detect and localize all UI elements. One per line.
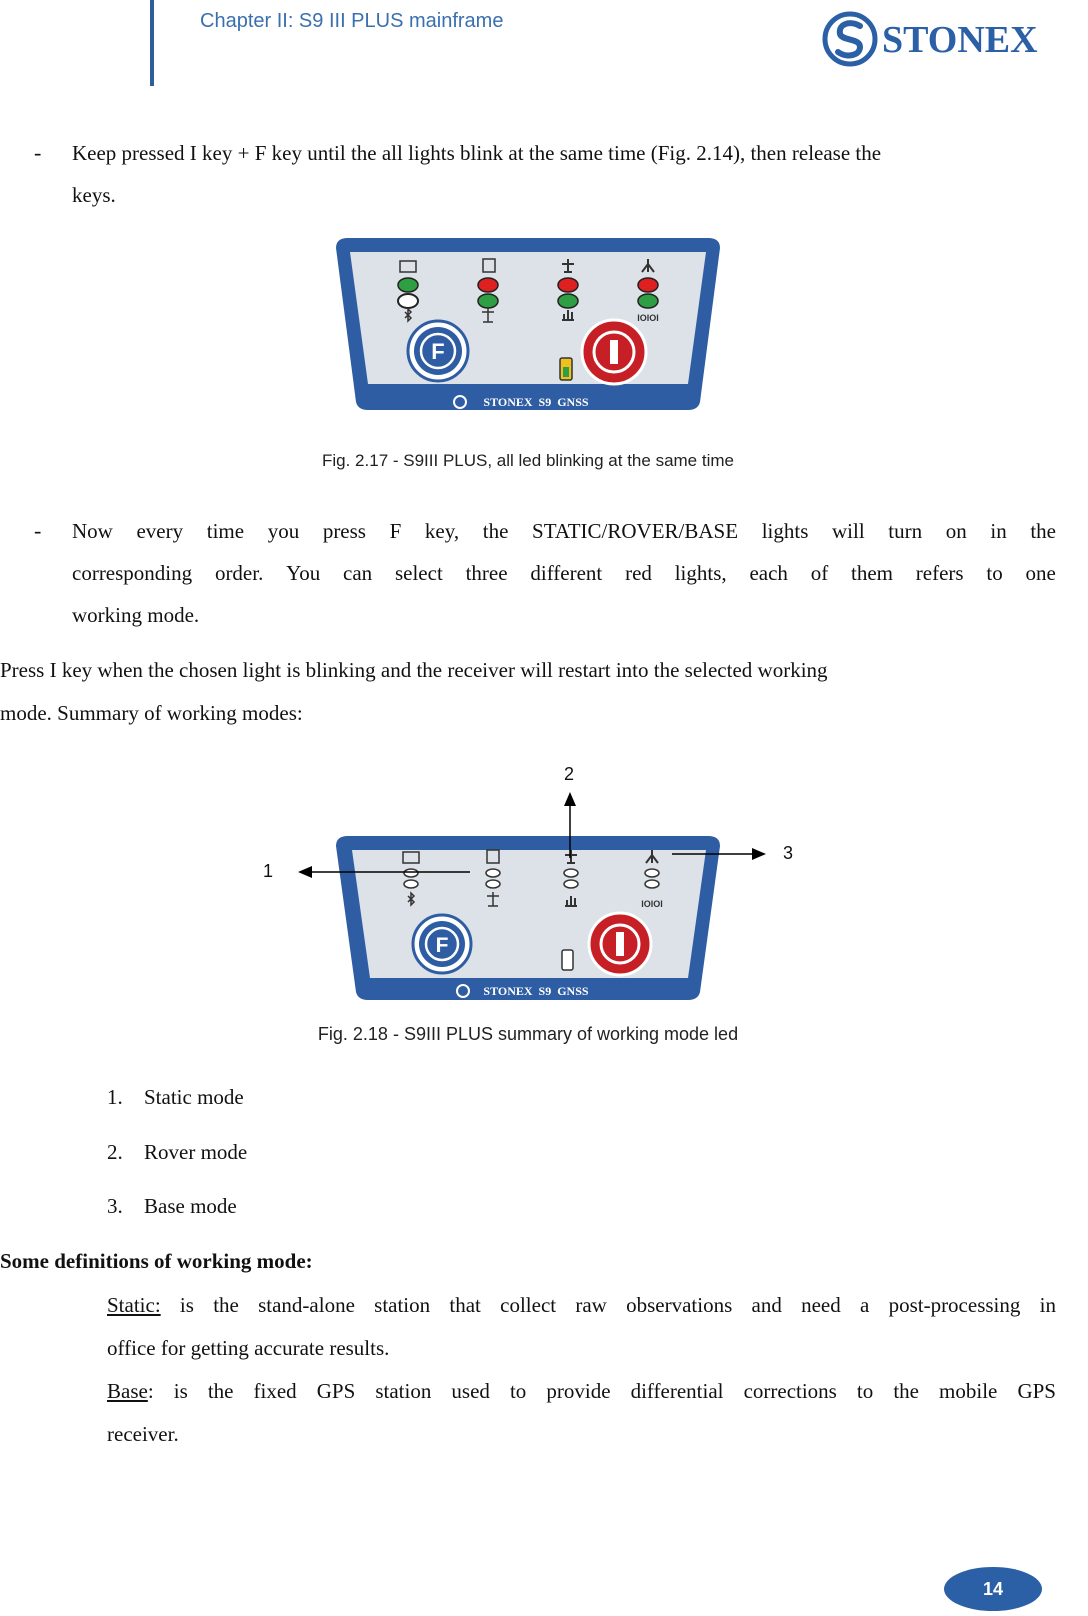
mode-item-static: Static mode — [144, 1085, 244, 1109]
i-key-bar — [610, 340, 618, 364]
arrow-3-head — [752, 848, 766, 860]
page-number-badge: 14 — [944, 1567, 1042, 1611]
led-rover-red — [558, 278, 578, 292]
battery-level — [563, 367, 569, 377]
battery-icon — [562, 950, 573, 970]
bullet-dash-1: - — [34, 140, 42, 165]
bullet2-line1: Now every time you press F key, the STATIC/ROVER/BASE lights will turn on in the — [72, 519, 1056, 543]
static-term: Static: — [107, 1293, 161, 1317]
arrow-2-head — [564, 792, 576, 806]
led-static-green — [398, 278, 418, 292]
header-rule — [150, 0, 154, 86]
callout-arrows — [0, 760, 1056, 910]
led-base-green — [638, 294, 658, 308]
data-link-label: IOIOI — [641, 899, 663, 909]
figure1-caption: Fig. 2.17 - S9III PLUS, all led blinking at the same time — [322, 451, 734, 470]
mode-item-rover: Rover mode — [144, 1140, 248, 1164]
static-definition-line2: office for getting accurate results. — [107, 1336, 390, 1360]
mode-num-1: 1. — [107, 1085, 123, 1109]
f-key-label: F — [435, 934, 449, 957]
figure2-caption: Fig. 2.18 - S9III PLUS summary of working mode led — [317, 1024, 739, 1044]
bullet1-line1: Keep pressed I key + F key until the all lights blink at the same time (Fig. 2.14), then release the — [72, 141, 882, 165]
bullet2-line2: corresponding order. You can select three different red lights, each of them refers to one — [72, 561, 1056, 585]
bullet1-line2: keys. — [72, 183, 116, 207]
led-storage-red — [478, 278, 498, 292]
f-key-label: F — [431, 339, 445, 364]
arrow-1-head — [298, 866, 312, 878]
para-line2: mode. Summary of working modes: — [0, 701, 303, 725]
stonex-logo — [820, 8, 1082, 70]
brand-strip: STONEX S9 GNSS — [483, 395, 589, 409]
base-term: Base — [107, 1379, 148, 1403]
i-key-bar — [616, 932, 624, 956]
led-panel-figure-1 — [328, 234, 728, 414]
para-line1: Press I key when the chosen light is blinking and the receiver will restart into the selected working — [0, 658, 828, 682]
base-definition-line1: Base: is the fixed GPS station used to provide differential corrections to the mobile GPS — [107, 1379, 1056, 1403]
led-base-red — [638, 278, 658, 292]
data-link-label: IOIOI — [637, 313, 659, 323]
callout-label-2: 2 — [564, 764, 575, 784]
led-storage-green — [478, 294, 498, 308]
chapter-title: Chapter II: S9 III PLUS mainframe — [200, 10, 504, 32]
static-definition-line1: Static: is the stand-alone station that collect raw observations and need a post-processing in — [107, 1293, 1056, 1317]
mode-num-2: 2. — [107, 1140, 123, 1164]
callout-label-3: 3 — [783, 843, 794, 863]
brand-strip: STONEX S9 GNSS — [483, 984, 589, 998]
mode-num-3: 3. — [107, 1194, 123, 1218]
led-rover-green — [558, 294, 578, 308]
base-definition-line2: receiver. — [107, 1422, 179, 1446]
callout-label-1: 1 — [263, 861, 274, 881]
mode-item-base: Base mode — [144, 1194, 237, 1218]
bullet-dash-2: - — [34, 518, 42, 543]
bullet2-line3: working mode. — [72, 603, 200, 627]
brand-wordmark: STONEX — [882, 19, 1038, 61]
definitions-heading: Some definitions of working mode: — [0, 1249, 313, 1273]
led-bluetooth — [398, 294, 418, 308]
